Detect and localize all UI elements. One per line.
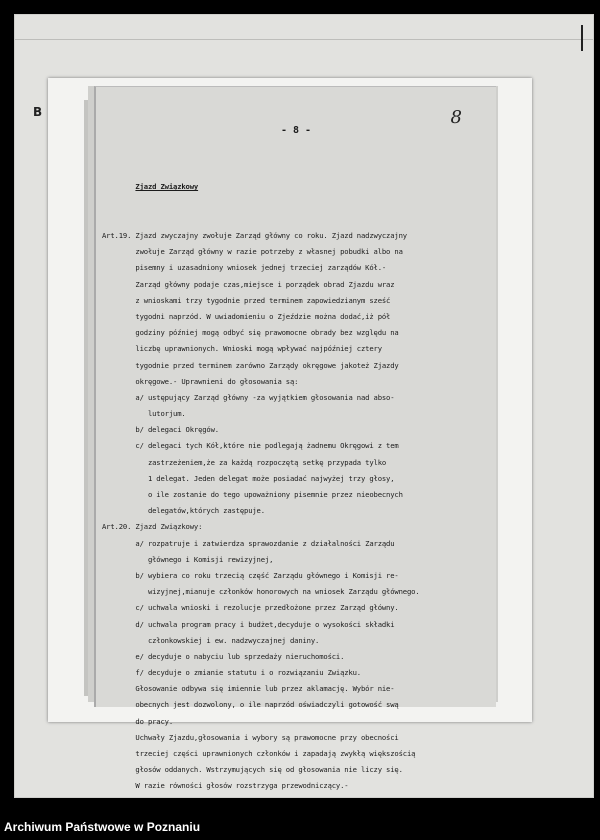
text-line: wizyjnej,mianuje członków honorowych na wniosek Zarządu głównego. [102, 587, 420, 597]
text-line: okręgowe.- Uprawnieni do głosowania są: [102, 376, 299, 386]
text-line: trzeciej części uprawnionych członków i zapadają zwykłą większością [102, 749, 416, 758]
archive-credit: Archiwum Państwowe w Poznaniu [4, 820, 201, 834]
document-page [94, 86, 496, 791]
text-line: f/ decyduje o zmianie statutu i o rozwiązaniu Związku. [102, 668, 361, 678]
text-line: d/ uchwala program pracy i budżet,decyduje o wysokości składki [102, 619, 395, 629]
text-line: a/ rozpatruje i zatwierdza sprawozdanie z działalności Zarządu [102, 538, 395, 548]
handwritten-page-number: 8 [450, 107, 462, 128]
frame-guide-line [15, 39, 593, 40]
text-line: Art.20. Zjazd Związkowy: [102, 522, 203, 532]
text-line: tygodnie przed terminem zarówno Zarządy okręgowe jakoteż Zjazdy [102, 360, 399, 370]
text-line: lutorjum. [102, 409, 186, 419]
text-line: delegatów,których zastępuje. [102, 506, 265, 516]
text-lines [102, 228, 494, 795]
text-line: Uchwały Zjazdu,głosowania i wybory są prawomocne przy obecności [102, 732, 399, 742]
document-text [102, 147, 494, 827]
text-line: e/ decyduje o nabyciu lub sprzedaży nieruchomości. [102, 651, 345, 661]
text-line: pisemny i uzasadniony wniosek jednej trzeciej zarządów Kół.- [102, 263, 387, 273]
text-line: zastrzeżeniem,że za każdą rozpoczętą setkę przypada tylko [102, 457, 387, 467]
text-line: 1 delegat. Jeden delegat może posiadać najwyżej trzy głosy, [102, 473, 395, 483]
text-line: głównego i Komisji rewizyjnej, [102, 554, 274, 564]
text-line: głosów oddanych. Wstrzymujących się od głosowania nie liczy się. [102, 765, 403, 775]
text-line: tygodni naprzód. W uwiadomieniu o Zjeździe można dodać,iż pół [102, 311, 391, 321]
text-line: W razie równości głosów rozstrzyga przewodniczący.- [102, 781, 349, 791]
text-line: z wnioskami trzy tygodnie przed terminem zapowiedzianym sześć [102, 295, 391, 305]
text-line: a/ ustępujący Zarząd główny -za wyjątkiem głosowania nad abso- [102, 392, 395, 402]
text-line: zwołuje Zarząd główny w razie potrzeby z własnej pobudki albo na [102, 247, 403, 257]
text-line: członkowskiej i ew. nadzwyczajnej daniny. [102, 635, 320, 645]
text-line: b/ wybiera co roku trzecią część Zarządu głównego i Komisji re- [102, 570, 399, 580]
text-line: o ile zostanie do tego upoważniony pisemnie przez nieobecnych [102, 490, 403, 499]
page-number: - 8 - [280, 125, 312, 136]
section-heading: Zjazd Związkowy [135, 182, 199, 192]
text-line: obecnych jest dozwolony, o ile naprzód oświadczyli gotowość swą [102, 700, 399, 710]
text-line: godziny później mogą odbyć się prawomocne obrady bez względu na [102, 328, 399, 338]
section-heading-line [102, 179, 494, 195]
text-line: liczbę uprawnionych. Wnioski mogą wpływać najpóźniej cztery [102, 344, 382, 354]
frame-letter-mark: B [33, 105, 43, 119]
text-line: Zarząd główny podaje czas,miejsce i porządek obrad Zjazdu wraz [102, 279, 395, 289]
text-line: b/ delegaci Okręgów. [102, 425, 219, 435]
text-line: c/ delegaci tych Kół,które nie podlegają żadnemu Okręgowi z tem [102, 441, 399, 451]
text-line: Głosowanie odbywa się imiennie lub przez aklamację. Wybór nie- [102, 684, 395, 694]
frame-tick-mark [581, 25, 583, 51]
text-line: do pracy. [102, 716, 174, 726]
text-line: c/ uchwala wnioski i rezolucje przedłożone przez Zarząd główny. [102, 603, 399, 613]
text-line: Art.19. Zjazd zwyczajny zwołuje Zarząd główny co roku. Zjazd nadzwyczajny [102, 231, 407, 240]
